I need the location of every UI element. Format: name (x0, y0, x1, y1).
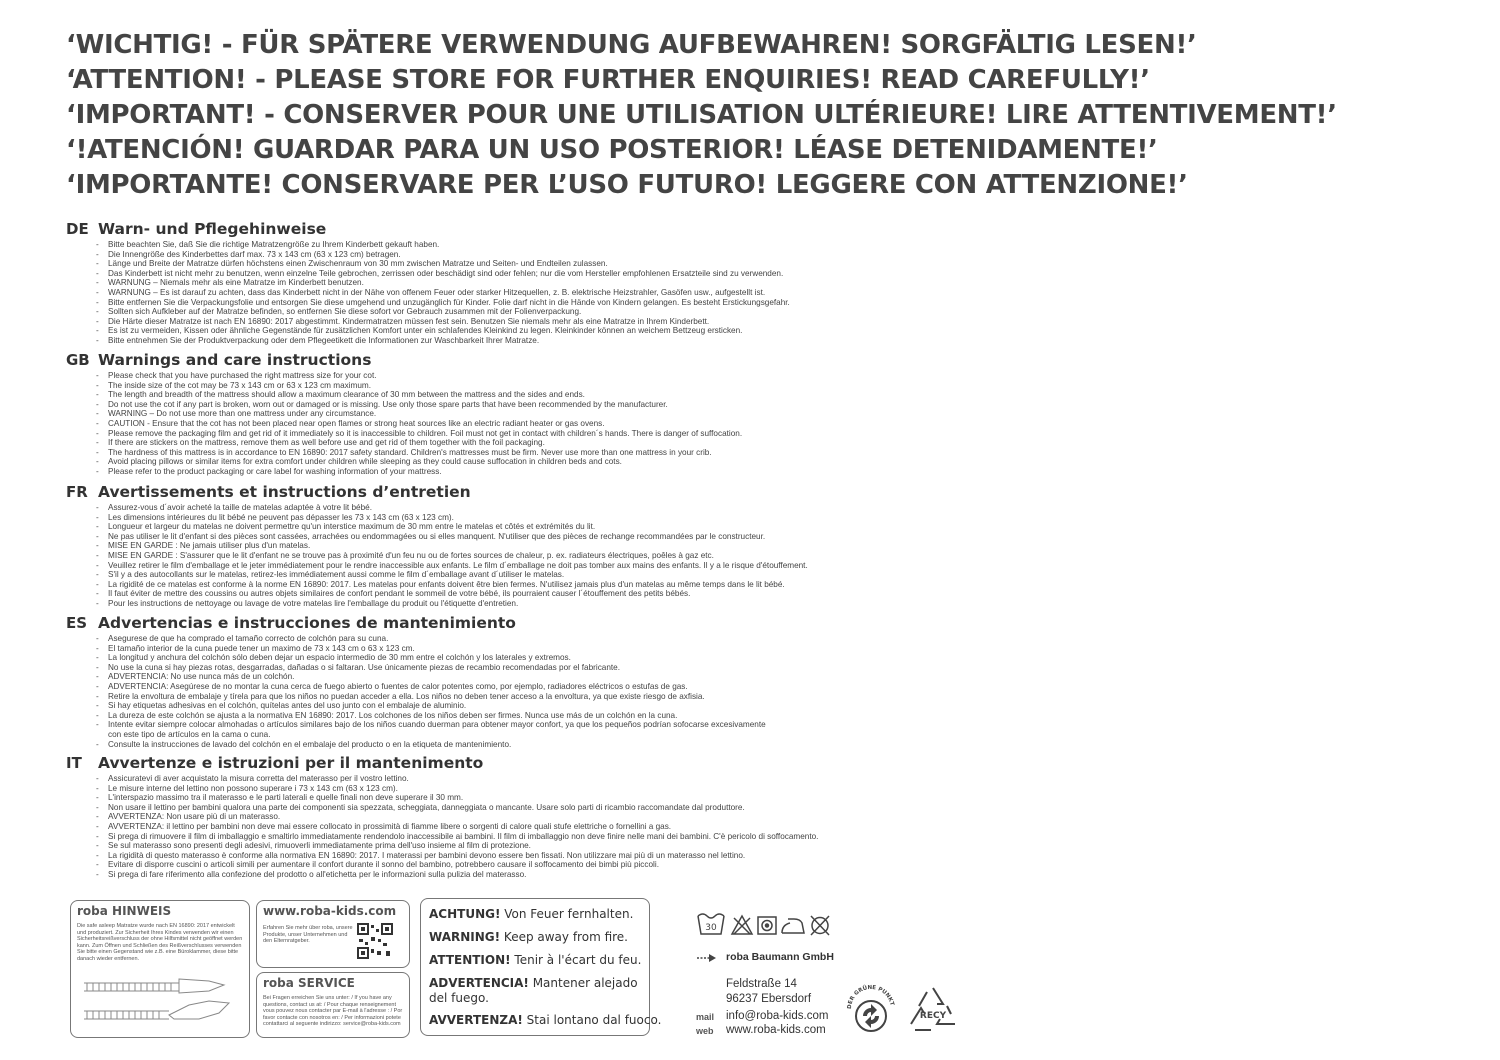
bullet-dash: - (96, 249, 99, 259)
list-item-text: ADVERTENCIA: Asegúrese de no montar la cuna cerca de fuego abierto o fuentes de calor potentes como, por ejemplo, radiadores eléctricos o estufas de gas. (108, 681, 688, 691)
iron-icon (782, 919, 804, 933)
bullet-dash: - (96, 447, 99, 457)
bullet-dash: - (96, 691, 99, 701)
fire-warning-box (420, 898, 662, 1036)
list-item-text: MISE EN GARDE : S'assurer que le lit d'enfant ne se trouve pas à proximité d'un feu nu ou de fortes sources de chaleur, p. ex. radiateurs électriques, poêles à gaz etc. (108, 550, 714, 560)
no-bleach-icon (732, 916, 752, 934)
list-item-text: Consulte la instrucciones de lavado del colchón en el embalaje del producto o en la etiqueta de mantenimiento. (108, 739, 512, 749)
bullet-dash: - (96, 869, 99, 879)
list-item-text: con este tipo de artículos en la cama o cuna. (108, 729, 271, 739)
bullet-dash: - (96, 589, 99, 599)
zipper-illustration-icon (79, 971, 244, 1031)
tumble-dry-icon (758, 917, 776, 934)
list-item-text: CAUTION - Ensure that the cot has not been placed near open flames or strong heat sources like an electric radiant heater or gas ovens. (108, 418, 605, 428)
list-item (96, 429, 742, 439)
section-list (96, 634, 766, 749)
list-item (96, 822, 818, 832)
company-city: 96237 Ebersdorf (726, 993, 812, 1005)
bullet-dash: - (96, 783, 99, 793)
bullet-dash: - (96, 812, 99, 822)
list-item (96, 644, 766, 654)
section-title: Advertencias e instrucciones de mantenimiento (98, 614, 516, 632)
care-symbols (696, 910, 836, 938)
list-item-text: S'il y a des autocollants sur le matelas, retirez-les immédiatement aussi comme le film d´emballage avant d´utiliser le matelas. (108, 570, 565, 580)
fire-warning-line: ACHTUNG! Von Feuer fernhalten. (429, 907, 634, 921)
bullet-dash: - (96, 802, 99, 812)
recycle-logo-icon (905, 984, 961, 1038)
bullet-dash: - (96, 297, 99, 307)
list-item (96, 634, 766, 644)
bullet-dash: - (96, 259, 99, 269)
section-code: ES (66, 614, 88, 632)
list-item (96, 663, 766, 673)
list-item-text: Se sul materasso sono presenti degli adesivi, rimuoverli immediatamente prima dell'uso insieme al film di protezione. (108, 841, 531, 851)
list-item-text: Bitte entnehmen Sie der Produktverpackung oder dem Pflegeetikett die Informationen zur Waschbarkeit Ihrer Matratze. (108, 335, 540, 345)
hinweis-title: roba HINWEIS (77, 904, 172, 918)
list-item-text: Assurez-vous d´avoir acheté la taille de matelas adaptée à votre lit bébé. (108, 503, 372, 512)
header-warnings (66, 28, 1486, 203)
list-item-text: Sollten sich Aufkleber auf der Matratze befinden, so entfernen Sie diese sofort vor Gebrauch zusammen mit der Folienverpackung. (108, 307, 582, 317)
list-item-text: Les dimensions intérieures du lit bébé ne peuvent pas dépasser les 73 x 143 cm (63 x 123 cm). (108, 512, 454, 522)
section-title: Avertissements et instructions d’entretien (98, 483, 471, 501)
gruene-punkt-logo-icon (842, 980, 900, 1038)
list-item (96, 599, 808, 609)
arrow-icon (696, 953, 718, 963)
list-item-text: Le misure interne del lettino non possono superare i 73 x 143 cm (63 x 123 cm). (108, 783, 398, 793)
section-code: DE (66, 220, 89, 238)
bullet-dash: - (96, 850, 99, 860)
header-line-fr: ‘IMPORTANT! - CONSERVER POUR UNE UTILISATION ULTÉRIEURE! LIRE ATTENTIVEMENT!’ (66, 100, 1337, 130)
section-list (96, 371, 742, 477)
list-item-text: Pour les instructions de nettoyage ou lavage de votre matelas lire l'emballage du produit ou l'étiquette d'entretien. (108, 598, 519, 608)
bullet-dash: - (96, 643, 99, 653)
list-item-text: Ne pas utiliser le lit d'enfant si des pièces sont cassées, arrachées ou endommagées ou si elles manquent. N'utiliser que des pièces de rechange recommandées par le constructeur. (108, 531, 766, 541)
bullet-dash: - (96, 672, 99, 682)
bullet-dash: - (96, 438, 99, 448)
bullet-dash: - (96, 335, 99, 345)
section-title: Warnings and care instructions (98, 351, 372, 369)
fire-warning-line: del fuego. (429, 991, 489, 1005)
list-item-text: El tamaño interior de la cuna puede tener un maximo de 73 x 143 cm o 63 x 123 cm. (108, 643, 415, 653)
list-item-text: La rigidité de ce matelas est conforme à la norme EN 16890: 2017. Les matelas pour enfants doivent être bien fermes. N'utilisez jamais plus d'un matelas au même temps dans le lit bébé. (108, 579, 785, 589)
list-item (96, 860, 818, 870)
bullet-dash: - (96, 579, 99, 589)
bullet-dash: - (96, 380, 99, 390)
list-item-text: WARNUNG – Niemals mehr als eine Matratze im Kinderbett benutzen. (108, 278, 364, 288)
web-box (256, 900, 410, 968)
list-item (96, 371, 742, 381)
no-dry-clean-icon (811, 916, 829, 935)
list-item-text: Please refer to the product packaging or care label for washing information of your mattress. (108, 466, 442, 476)
list-item (96, 570, 808, 580)
hinweis-box (70, 900, 250, 1038)
list-item (96, 269, 790, 279)
list-item (96, 692, 766, 702)
list-item-text: Bitte beachten Sie, daß Sie die richtige Matratzengröße zu Ihrem Kinderbett gekauft haben. (108, 240, 440, 249)
list-item (96, 522, 808, 532)
web-title: www.roba-kids.com (263, 904, 397, 918)
wash-30-icon (698, 914, 724, 934)
bullet-dash: - (96, 653, 99, 663)
bullet-dash: - (96, 541, 99, 551)
bullet-dash: - (96, 457, 99, 467)
section-title: Warn- und Pflegehinweise (98, 220, 327, 238)
bullet-dash: - (96, 821, 99, 831)
list-item (96, 503, 808, 513)
list-item (96, 288, 790, 298)
bullet-dash: - (96, 831, 99, 841)
list-item (96, 278, 790, 288)
list-item (96, 307, 790, 317)
list-item (96, 400, 742, 410)
bullet-dash: - (96, 710, 99, 720)
list-item-text: The length and breadth of the mattress should allow a maximum clearance of 30 mm between the mattress and the sides and ends. (108, 390, 585, 400)
bullet-dash: - (96, 774, 99, 783)
list-item (96, 561, 808, 571)
list-item-text: Do not use the cot if any part is broken, worn out or damaged or is missing. Use only those spare parts that have been recommended by the manufacturer. (108, 399, 668, 409)
header-line-it: ‘IMPORTANTE! CONSERVARE PER L’USO FUTURO! LEGGERE CON ATTENZIONE!’ (66, 170, 1188, 200)
list-item-text: WARNUNG – Es ist darauf zu achten, dass das Kinderbett nicht in der Nähe von offenem Feuer oder starker Hitzequellen, z. B. elektrische Heizstrahler, Gasöfen usw., aufgestellt ist. (108, 287, 766, 297)
list-item (96, 793, 818, 803)
list-item-text: La dureza de este colchón se ajusta a la normativa EN 16890: 2017. Los colchones de los niños deben ser firmes. Nunca use más de un colchón en la cuna. (108, 710, 678, 720)
bullet-dash: - (96, 287, 99, 297)
header-line-en: ‘ATTENTION! - PLEASE STORE FOR FURTHER ENQUIRIES! READ CAREFULLY!’ (66, 65, 1150, 95)
list-item-text: Evitare di disporre cuscini o articoli simili per aumentare il confort durante il sonno del bambino, potrebbero causare il soffocamento dei bimbi più piccoli. (108, 860, 659, 870)
list-item (96, 438, 742, 448)
list-item (96, 851, 818, 861)
list-item-text: Please check that you have purchased the right mattress size for your cot. (108, 371, 377, 380)
list-item (96, 419, 742, 429)
bullet-dash: - (96, 240, 99, 249)
list-item (96, 317, 790, 327)
bullet-dash: - (96, 720, 99, 730)
list-item (96, 409, 742, 419)
list-item-text: Si prega di fare riferimento alla confezione del prodotto o all'etichetta per le informazioni sulla pulizia del materasso. (108, 869, 527, 879)
list-item (96, 532, 808, 542)
list-item (96, 812, 818, 822)
list-item (96, 259, 790, 269)
bullet-dash: - (96, 307, 99, 317)
web-text: Erfahren Sie mehr über roba, unsere Produkte, unser Unternehmen und den Elternratgeber. (263, 925, 353, 945)
svg-text:RECY: RECY (919, 1011, 947, 1021)
list-item (96, 336, 790, 346)
bullet-dash: - (96, 390, 99, 400)
list-item-text: Intente evitar siempre colocar almohadas o artículos similares bajo de los niños cuando duerman para obtener mayor confort, ya que los pequeños podrían sofocarse excesivamente (108, 720, 766, 730)
list-item (96, 784, 818, 794)
header-line-es: ‘!ATENCIÓN! GUARDAR PARA UN USO POSTERIOR! LÉASE DETENIDAMENTE!’ (66, 135, 1158, 165)
list-item (96, 832, 818, 842)
list-item-text: Asegurese de que ha comprado el tamaño correcto de colchón para su cuna. (108, 634, 389, 643)
section-list (96, 240, 790, 346)
list-item (96, 774, 818, 784)
list-item-text: Avoid placing pillows or similar items for extra comfort under children while sleeping as they could cause suffocation in children beds and cots. (108, 457, 622, 467)
company-name: roba Baumann GmbH (726, 951, 834, 963)
qr-code-icon (357, 923, 393, 959)
list-item-text: Die Härte dieser Matratze ist nach EN 16890: 2017 abgestimmt. Kindermatratzen müssen fest sein. Benutzen Sie niemals mehr als eine Matratze in Ihrem Kinderbett. (108, 316, 710, 326)
list-item (96, 720, 766, 730)
list-item (96, 580, 808, 590)
bullet-dash: - (96, 522, 99, 532)
list-item-text: Das Kinderbett ist nicht mehr zu benutzen, wenn einzelne Teile gebrochen, zerrissen oder beschädigt sind oder fehlen; nur die vom Hersteller empfohlenen Ersatzteile sind zu verwenden. (108, 268, 784, 278)
fire-warning-line: WARNING! Keep away from fire. (429, 930, 628, 944)
list-item-text: Länge und Breite der Matratze dürfen höchstens einen Zwischenraum von 30 mm zwischen Matratze und Seiten- und Endteilen zulassen. (108, 259, 608, 269)
section-code: GB (66, 351, 90, 369)
bullet-dash: - (96, 550, 99, 560)
bullet-dash: - (96, 662, 99, 672)
list-item-text: Non usare il lettino per bambini qualora una parte dei componenti sia spezzata, scheggiata, danneggiata o mancante. Usare solo parti di ricambio raccomandate dal produttore. (108, 802, 745, 812)
list-item (96, 803, 818, 813)
list-item (96, 870, 818, 880)
bullet-dash: - (96, 841, 99, 851)
list-item (96, 541, 808, 551)
list-item (96, 381, 742, 391)
list-item-text: The inside size of the cot may be 73 x 143 cm or 63 x 123 cm maximum. (108, 380, 372, 390)
bullet-dash: - (96, 326, 99, 336)
list-item-text: AVVERTENZA: il lettino per bambini non deve mai essere collocato in prossimità di fiamme libere o sorgenti di calore quali stufe elettriche o fornellini a gas. (108, 821, 672, 831)
bullet-dash: - (96, 634, 99, 643)
list-item (96, 711, 766, 721)
list-item (96, 730, 766, 740)
web-label: web (696, 1026, 714, 1036)
bullet-dash: - (96, 278, 99, 288)
list-item (96, 448, 742, 458)
list-item-text: La longitud y anchura del colchón sólo deben dejar un espacio intermedio de 30 mm entre el colchón y los laterales y extremos. (108, 653, 571, 663)
fire-warning-line: AVVERTENZA! Stai lontano dal fuoco. (429, 1013, 662, 1027)
list-item (96, 390, 742, 400)
list-item (96, 250, 790, 260)
list-item-text: Il faut éviter de mettre des coussins ou autres objets similaires de confort pendant le sommeil de votre bébé, ils pourraient causer l´étouffement des petits bébés. (108, 589, 691, 599)
list-item (96, 551, 808, 561)
list-item-text: Longueur et largeur du matelas ne doivent permettre qu'un interstice maximum de 30 mm entre le matelas et côtés et extrémités du lit. (108, 522, 596, 532)
section-list (96, 503, 808, 609)
section-code: IT (66, 754, 82, 772)
list-item-text: Please remove the packaging film and get rid of it immediately so it is inaccessible to children. Foil must not get in contact with children´s hands. There is danger of suffocation. (108, 428, 743, 438)
list-item-text: ADVERTENCIA: No use nunca más de un colchón. (108, 672, 295, 682)
list-item-text: Retire la envoltura de embalaje y tírela para que los niños no puedan acceder a ella. Los niños no deben tener acceso a la envoltura, ya que existe riesgo de axfisia. (108, 691, 705, 701)
company-web[interactable]: www.roba-kids.com (726, 1024, 826, 1036)
bullet-dash: - (96, 418, 99, 428)
company-mail[interactable]: info@roba-kids.com (726, 1010, 829, 1022)
mail-label: mail (696, 1012, 715, 1022)
list-item-text: Assicuratevi di aver acquistato la misura corretta del materasso per il vostro lettino. (108, 774, 409, 783)
service-box (256, 972, 410, 1038)
list-item (96, 701, 766, 711)
fire-warning-line: ATTENTION! Tenir à l'écart du feu. (429, 953, 642, 967)
bullet-dash: - (96, 860, 99, 870)
bullet-dash: - (96, 739, 99, 749)
list-item-text: MISE EN GARDE : Ne jamais utiliser plus d'un matelas. (108, 541, 311, 551)
list-item-text: The hardness of this mattress is in accordance to EN 16890: 2017 safety standard. Children's mattresses must be firm. Never use more than one mattress in your crib. (108, 447, 712, 457)
bullet-dash: - (96, 409, 99, 419)
bullet-dash: - (96, 598, 99, 608)
svg-text:DER GRÜNE PUNKT: DER GRÜNE PUNKT (846, 984, 895, 1010)
bullet-dash: - (96, 701, 99, 711)
list-item-text: L'interspazio massimo tra il materasso e le parti laterali e quelle finali non deve superare il 30 mm. (108, 793, 464, 803)
bullet-dash: - (96, 793, 99, 803)
list-item (96, 513, 808, 523)
list-item (96, 298, 790, 308)
bullet-dash: - (96, 371, 99, 380)
bullet-dash: - (96, 570, 99, 580)
bullet-dash: - (96, 399, 99, 409)
bullet-dash: - (96, 268, 99, 278)
list-item-text: La rigidità di questo materasso è conforme alla normativa EN 16890: 2017. I materassi per bambini devono essere ben fissati. Non utilizzare mai più di un materasso nel lettino. (108, 850, 746, 860)
list-item-text: Es ist zu vermeiden, Kissen oder ähnliche Gegenstände für zusätzlichen Komfort unter ein schlafendes Kleinkind zu legen. Kleinkinder können an weichem Bettzeug ersticken. (108, 326, 743, 336)
list-item-text: Si hay etiquetas adhesivas en el colchón, quítelas antes del uso junto con el embalaje de aluminio. (108, 701, 467, 711)
list-item-text: Bitte entfernen Sie die Verpackungsfolie und entsorgen Sie diese umgehend und unzugänglich für Kinder. Folie darf nicht in die Hände von Kindern gelangen. Es besteht Erstickungsgefahr. (108, 297, 790, 307)
bullet-dash: - (96, 531, 99, 541)
list-item-text: If there are stickers on the mattress, remove them as well before use and get rid of them together with the foil packaging. (108, 438, 545, 448)
bullet-dash: - (96, 428, 99, 438)
service-text: Bei Fragen erreichen Sie uns unter: / If you have any questions, contact us at: / Pour chaque renseignement vous pouvez nous contacter par E-mail à l'adresse : / Por favor contacte con nosotros en: / Per informazioni potete contattarci al seguente indirizzo: service@roba-kids.com (263, 995, 403, 1028)
list-item (96, 740, 766, 750)
section-code: FR (66, 483, 88, 501)
list-item-text: Die Innengröße des Kinderbettes darf max. 73 x 143 cm (63 x 123 cm) betragen. (108, 249, 401, 259)
list-item-text: Si prega di rimuovere il film di imballaggio e smaltirlo immediatamente rendendolo inaccessibile ai bambini. Il film di imballaggio non deve finire nelle mani dei bambini. C'è pericolo di soffocamento. (108, 831, 819, 841)
list-item (96, 467, 742, 477)
list-item (96, 672, 766, 682)
bullet-dash: - (96, 681, 99, 691)
section-list (96, 774, 818, 880)
list-item-text: WARNING – Do not use more than one mattress under any circumstance. (108, 409, 377, 419)
list-item-text: No use la cuna si hay piezas rotas, desgarradas, dañadas o si faltaran. Use únicamente piezas de recambio recomendadas por el fabricante. (108, 662, 621, 672)
bullet-dash: - (96, 466, 99, 476)
fire-warning-line: ADVERTENCIA! Mantener alejado (429, 976, 638, 990)
list-item (96, 589, 808, 599)
service-title: roba SERVICE (263, 976, 355, 990)
svg-text:30: 30 (705, 923, 717, 933)
list-item (96, 457, 742, 467)
hinweis-text: Die safe asleep Matratze wurde nach EN 16890: 2017 entwickelt und produziert. Zur Sicherheit Ihres Kindes verwenden wir einen Sicherheitsreißverschluss der ohne Hilfsmittel nicht geöffnet werden kann. Zum Öffnen und Schließen des Reißverschlusses verwenden Sie bitte einen Gegenstand wie z.B. eine Büroklammer, diese bitte danach wieder entfernen. (77, 923, 243, 962)
bullet-dash: - (96, 316, 99, 326)
section-title: Avvertenze e istruzioni per il mantenimento (98, 754, 484, 772)
bullet-dash: - (96, 560, 99, 570)
bullet-dash: - (96, 512, 99, 522)
list-item (96, 653, 766, 663)
bullet-dash: - (96, 503, 99, 512)
list-item (96, 682, 766, 692)
list-item-text: Veuillez retirer le film d'emballage et le jeter immédiatement pour le rendre inaccessible aux enfants. Le film d´emballage ne doit pas tomber aux mains des enfants. Il y a le risque d'étouffement. (108, 560, 808, 570)
list-item (96, 841, 818, 851)
list-item (96, 326, 790, 336)
header-line-de: ‘WICHTIG! - FÜR SPÄTERE VERWENDUNG AUFBEWAHREN! SORGFÄLTIG LESEN!’ (66, 30, 1197, 60)
list-item-text: AVVERTENZA: Non usare più di un materasso. (108, 812, 281, 822)
company-street: Feldstraße 14 (726, 978, 797, 990)
list-item (96, 240, 790, 250)
